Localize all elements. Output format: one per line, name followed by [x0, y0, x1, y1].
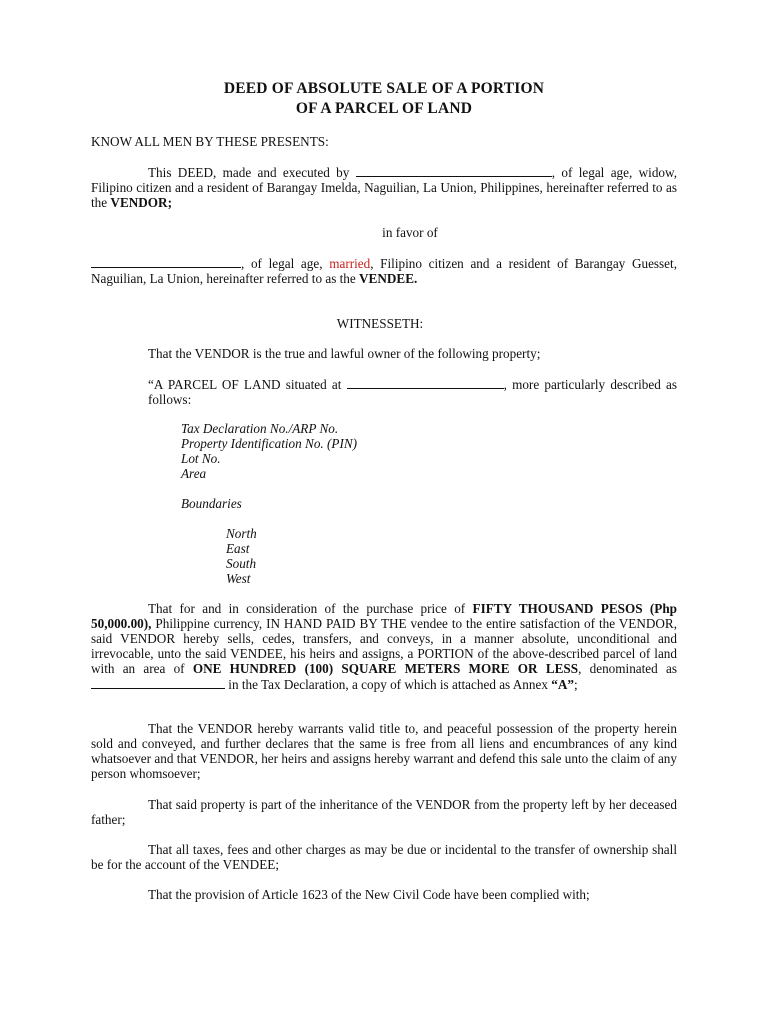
consideration-intro-text: That for and in consideration of the purchase price of — [148, 601, 466, 616]
boundary-south: South — [226, 556, 257, 571]
parcel-intro-text: “A PARCEL OF LAND situated at — [148, 377, 342, 392]
parcel-described-text: , more particularly described as follows: — [148, 377, 678, 407]
paragraph-vendor — [91, 164, 677, 210]
in-favor-of: in favor of — [382, 225, 438, 240]
vendor-details-text: , of legal age, widow, Filipino citizen and a resident of Barangay Imelda, Naguilian, La Union, Philippines, hereinafter referred to as the — [91, 165, 677, 210]
purchase-price: FIFTY THOUSAND PESOS (Php 50,000.00), — [91, 601, 678, 631]
vendor-label: VENDOR; — [110, 195, 172, 210]
parcel-location-blank[interactable] — [347, 376, 504, 389]
boundary-east: East — [226, 541, 250, 556]
boundary-west: West — [226, 571, 251, 586]
paragraph-taxes: That all taxes, fees and other charges as may be due or incidental to the transfer of ownership shall be for the account of the VENDEE; — [91, 842, 677, 872]
annex-text: in the Tax Declaration, a copy of which is attached as Annex — [228, 677, 548, 692]
denominated-text: , denominated as — [578, 661, 677, 676]
property-pin: Property Identification No. (PIN) — [181, 436, 358, 451]
married-status: married — [329, 256, 371, 271]
denomination-blank[interactable] — [91, 676, 225, 689]
vendee-label: VENDEE. — [359, 271, 418, 286]
vendor-name-blank[interactable] — [356, 164, 552, 177]
paragraph-ownership: That the VENDOR is the true and lawful owner of the following property; — [148, 346, 541, 361]
boundary-north: North — [226, 526, 257, 541]
annex-end: ; — [573, 677, 578, 692]
property-tax-declaration: Tax Declaration No./ARP No. — [181, 421, 339, 436]
paragraph-warranty: That the VENDOR hereby warrants valid title to, and peaceful possession of the property herein sold and conveyed, and further declares that the same is free from all liens and encumbrances of any kind whatsoever and that VENDOR, her heirs and assigns hereby warrant and defend this sale unto the claim of any person whomsoever; — [91, 721, 677, 781]
paragraph-parcel-location — [148, 376, 677, 407]
vendee-name-blank[interactable] — [91, 255, 241, 268]
vendee-details-text: , Filipino citizen and a resident of Barangay Guesset, Naguilian, La Union, hereinafter referred to as the — [91, 256, 677, 286]
vendor-intro-text: This DEED, made and executed by — [148, 165, 350, 180]
property-boundaries: Boundaries — [181, 496, 242, 511]
salutation: KNOW ALL MEN BY THESE PRESENTS: — [91, 134, 329, 149]
paragraph-inheritance: That said property is part of the inheritance of the VENDOR from the property left by her deceased father; — [91, 797, 677, 827]
property-lot-no: Lot No. — [181, 451, 221, 466]
vendee-age-text: , of legal age, — [241, 256, 323, 271]
conveyance-text: Philippine currency, IN HAND PAID BY THE vendee to the entire satisfaction of the VENDOR, said VENDOR hereby sells, cedes, transfers, and conveys, in a manner absolute, unconditional and irrevocable, unto the said VENDEE, his heirs and assigns, a PORTION of the above-described parcel of land with an area of — [91, 616, 678, 676]
document-title-line-1: DEED OF ABSOLUTE SALE OF A PORTION — [223, 80, 545, 97]
paragraph-vendee — [91, 255, 677, 286]
area-sold: ONE HUNDRED (100) SQUARE METERS MORE OR LESS — [192, 661, 579, 676]
document-title-line-2: OF A PARCEL OF LAND — [295, 100, 473, 117]
paragraph-article-1623: That the provision of Article 1623 of the New Civil Code have been complied with; — [148, 887, 590, 902]
witnesseth-heading: WITNESSETH: — [336, 316, 424, 331]
annex-label: “A” — [551, 677, 574, 692]
paragraph-consideration — [91, 601, 677, 692]
property-area: Area — [181, 466, 207, 481]
